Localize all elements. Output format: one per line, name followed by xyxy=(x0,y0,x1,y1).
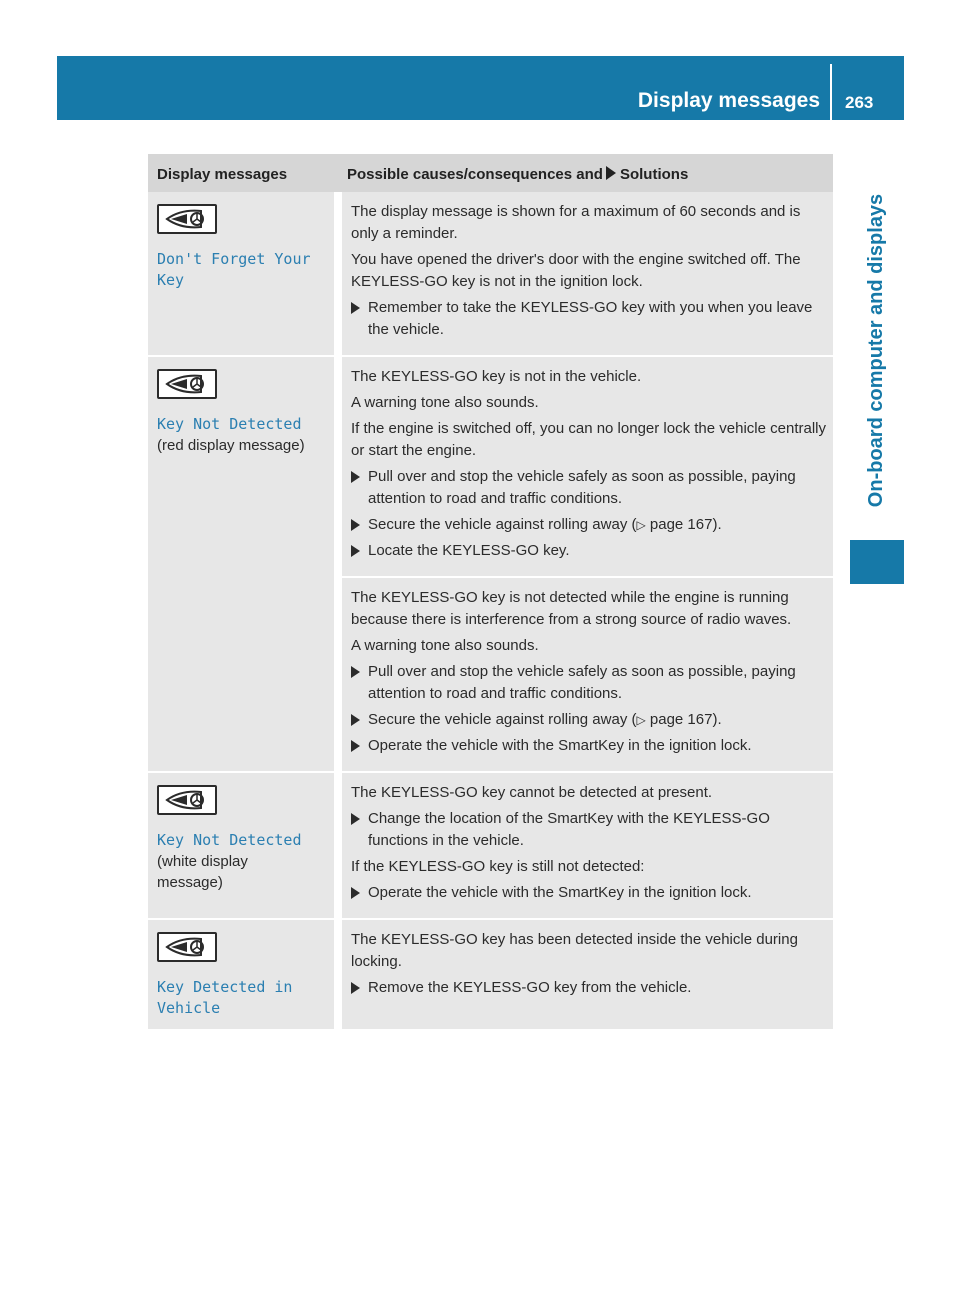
table-row xyxy=(148,356,833,577)
message-cell xyxy=(148,772,338,919)
keyless-go-key-icon xyxy=(157,932,217,962)
solution-step: Secure the vehicle against rolling away (▷ page 167). xyxy=(351,514,826,536)
page-reference-link[interactable]: page 167). xyxy=(649,711,722,728)
keyless-go-key-icon xyxy=(157,369,217,399)
chapter-side-label xyxy=(850,168,904,532)
solution-step: Operate the vehicle with the SmartKey in the ignition lock. xyxy=(351,882,826,904)
solution-step: Operate the vehicle with the SmartKey in the ignition lock. xyxy=(351,735,826,757)
solution-step: Locate the KEYLESS-GO key. xyxy=(351,540,826,562)
display-message-text: Key Detected in Vehicle xyxy=(157,978,293,1017)
arrow-right-icon xyxy=(351,740,360,752)
arrow-right-icon xyxy=(351,471,360,483)
message-cell xyxy=(148,192,338,356)
table-row xyxy=(148,919,833,1029)
keyless-go-key-icon xyxy=(157,785,217,815)
header-bar xyxy=(57,56,904,120)
solution-step: Remember to take the KEYLESS-GO key with you when you leave the vehicle. xyxy=(351,297,826,341)
solution-step: Secure the vehicle against rolling away (▷ page 167). xyxy=(351,709,826,731)
solution-cell: The KEYLESS-GO key is not in the vehicle. A warning tone also sounds. If the engine is switched off, you can no longer lock the vehicle centrally or start the engine. Pull over and stop the vehicle safely as soon as possible, paying attention to road and traffic conditions. Secure the vehicle against rolling away (▷ page 167). Locate the KEYLESS-GO key. xyxy=(338,356,833,577)
page-reference-link[interactable]: page 167). xyxy=(649,516,722,533)
arrow-right-icon xyxy=(351,982,360,994)
arrow-right-icon xyxy=(351,813,360,825)
message-cell xyxy=(148,919,338,1029)
display-messages-table xyxy=(148,154,833,1029)
chapter-tab-marker xyxy=(850,540,904,584)
table-header-row xyxy=(148,154,833,192)
solution-cell: The display message is shown for a maximum of 60 seconds and is only a reminder. You have opened the driver's door with the engine switched off. The KEYLESS-GO key is not in the ignition lock. Remember to take the KEYLESS-GO key with you when you leave the vehicle. xyxy=(338,192,833,356)
table-row xyxy=(148,772,833,919)
message-note: (red display message) xyxy=(157,437,305,454)
header-divider xyxy=(830,64,832,120)
arrow-right-icon xyxy=(351,545,360,557)
page-number: 263 xyxy=(845,93,874,112)
arrow-right-icon xyxy=(351,519,360,531)
message-note: (white display message) xyxy=(157,853,248,891)
solution-step: Pull over and stop the vehicle safely as soon as possible, paying attention to road and traffic conditions. xyxy=(351,661,826,705)
column-header-messages: Display messages xyxy=(148,154,338,192)
solution-step: Change the location of the SmartKey with the KEYLESS-GO functions in the vehicle. xyxy=(351,808,826,852)
keyless-go-key-icon xyxy=(157,204,217,234)
message-cell xyxy=(148,356,338,772)
arrow-right-icon xyxy=(351,302,360,314)
section-title: Display messages xyxy=(637,89,820,112)
arrow-right-icon xyxy=(351,666,360,678)
solution-cell: The KEYLESS-GO key has been detected inside the vehicle during locking. Remove the KEYLESS-GO key from the vehicle. xyxy=(338,919,833,1029)
chapter-title: On-board computer and displays xyxy=(865,193,888,507)
display-message-text: Don't Forget Your Key xyxy=(157,250,311,289)
solution-cell: The KEYLESS-GO key cannot be detected at present. Change the location of the SmartKey with the KEYLESS-GO functions in the vehicle. If the KEYLESS-GO key is still not detected: Operate the vehicle with the SmartKey in the ignition lock. xyxy=(338,772,833,919)
table-row xyxy=(148,192,833,356)
solution-cell: The KEYLESS-GO key is not detected while the engine is running because there is interference from a strong source of radio waves. A warning tone also sounds. Pull over and stop the vehicle safely as soon as possible, paying attention to road and traffic conditions. Secure the vehicle against rolling away (▷ page 167). Operate the vehicle with the SmartKey in the ignition lock. xyxy=(338,577,833,772)
display-message-text: Key Not Detected xyxy=(157,831,302,849)
triangle-ref-icon: ▷ xyxy=(636,713,646,727)
column-header-solutions: Possible causes/consequences and Solutions xyxy=(338,154,833,192)
display-message-text: Key Not Detected xyxy=(157,415,302,433)
triangle-ref-icon: ▷ xyxy=(636,518,646,532)
solution-step: Remove the KEYLESS-GO key from the vehicle. xyxy=(351,977,826,999)
solution-step: Pull over and stop the vehicle safely as soon as possible, paying attention to road and traffic conditions. xyxy=(351,466,826,510)
arrow-right-icon xyxy=(606,166,616,180)
arrow-right-icon xyxy=(351,714,360,726)
arrow-right-icon xyxy=(351,887,360,899)
